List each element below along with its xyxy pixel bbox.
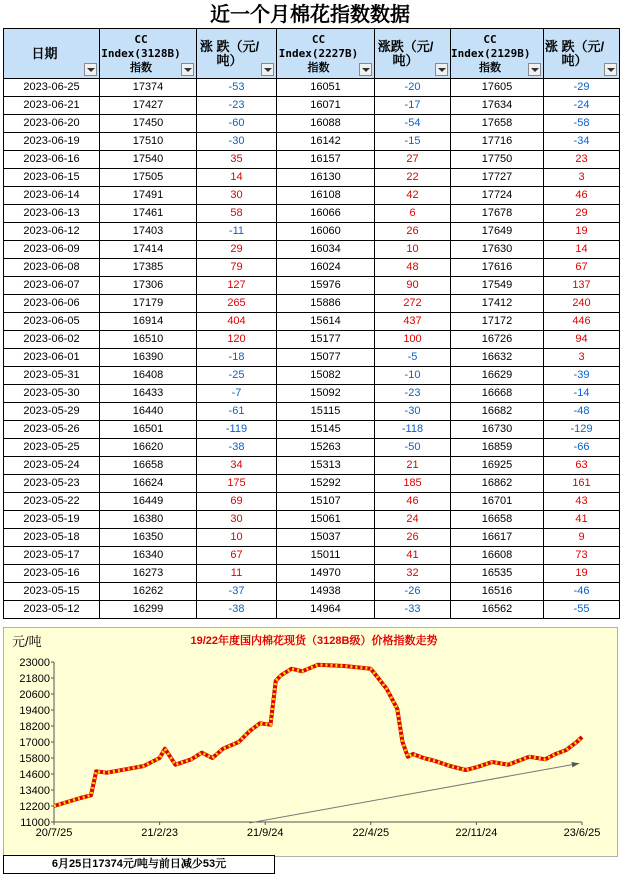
index-cell: 16024	[277, 259, 375, 277]
index-cell: 17724	[451, 187, 544, 205]
index-cell: 17450	[100, 115, 197, 133]
change-cell: 3	[544, 169, 620, 187]
table-row	[4, 331, 620, 349]
column-header-label: CC Index(2129B) 指数	[451, 32, 531, 74]
x-tick-label: 20/7/25	[35, 827, 73, 839]
change-cell: 41	[544, 511, 620, 529]
change-cell: 21	[375, 457, 451, 475]
index-cell: 17630	[451, 241, 544, 259]
table-row	[4, 277, 620, 295]
change-cell: -29	[544, 79, 620, 97]
index-cell: 15976	[277, 277, 375, 295]
date-cell: 2023-05-24	[4, 457, 100, 475]
change-cell: 446	[544, 313, 620, 331]
date-cell: 2023-06-09	[4, 241, 100, 259]
change-cell: 35	[197, 151, 277, 169]
change-cell: -38	[197, 601, 277, 619]
index-cell: 16730	[451, 421, 544, 439]
change-cell: -66	[544, 439, 620, 457]
index-cell: 17172	[451, 313, 544, 331]
index-cell: 15313	[277, 457, 375, 475]
index-cell: 16862	[451, 475, 544, 493]
column-header-change	[544, 29, 620, 79]
date-cell: 2023-05-19	[4, 511, 100, 529]
y-tick-label: 20600	[19, 689, 50, 701]
index-cell: 16510	[100, 331, 197, 349]
index-cell: 15292	[277, 475, 375, 493]
index-cell: 17605	[451, 79, 544, 97]
change-cell: 11	[197, 565, 277, 583]
index-cell: 17385	[100, 259, 197, 277]
index-cell: 16914	[100, 313, 197, 331]
date-cell: 2023-05-31	[4, 367, 100, 385]
table-row	[4, 151, 620, 169]
table-row	[4, 169, 620, 187]
index-cell: 15082	[277, 367, 375, 385]
index-cell: 16617	[451, 529, 544, 547]
change-cell: 67	[544, 259, 620, 277]
index-cell: 14970	[277, 565, 375, 583]
y-tick-label: 11000	[20, 817, 50, 829]
column-header-label: 日期	[31, 45, 58, 61]
filter-dropdown-icon[interactable]	[261, 63, 274, 76]
table-row	[4, 421, 620, 439]
table-row	[4, 403, 620, 421]
index-cell: 14938	[277, 583, 375, 601]
index-cell: 15145	[277, 421, 375, 439]
index-cell: 17658	[451, 115, 544, 133]
change-cell: 43	[544, 493, 620, 511]
index-cell: 15177	[277, 331, 375, 349]
chart-title: 19/22年度国内棉花现货（3128B级）价格指数走势	[190, 635, 438, 647]
index-cell: 15115	[277, 403, 375, 421]
column-header-label: CC Index(2227B) 指数	[278, 32, 359, 74]
index-cell: 17403	[100, 223, 197, 241]
index-cell: 16668	[451, 385, 544, 403]
change-cell: 27	[375, 151, 451, 169]
change-cell: 100	[375, 331, 451, 349]
index-cell: 17549	[451, 277, 544, 295]
date-cell: 2023-06-07	[4, 277, 100, 295]
change-cell: 22	[375, 169, 451, 187]
y-tick-label: 15800	[19, 753, 50, 765]
table-row	[4, 511, 620, 529]
index-cell: 16629	[451, 367, 544, 385]
table-row	[4, 241, 620, 259]
change-cell: -20	[375, 79, 451, 97]
change-cell: 10	[197, 529, 277, 547]
index-cell: 16340	[100, 547, 197, 565]
change-cell: -39	[544, 367, 620, 385]
filter-dropdown-icon[interactable]	[181, 63, 194, 76]
y-tick-label: 13400	[19, 785, 50, 797]
index-cell: 17727	[451, 169, 544, 187]
change-cell: 48	[375, 259, 451, 277]
y-tick-label: 12200	[19, 801, 50, 813]
index-cell: 16658	[100, 457, 197, 475]
change-cell: -129	[544, 421, 620, 439]
change-cell: -118	[375, 421, 451, 439]
index-cell: 16658	[451, 511, 544, 529]
summary-note: 6月25日17374元/吨与前日减少53元	[3, 855, 275, 874]
table-row	[4, 529, 620, 547]
change-cell: 9	[544, 529, 620, 547]
change-cell: -17	[375, 97, 451, 115]
change-cell: 46	[544, 187, 620, 205]
table-row	[4, 601, 620, 619]
filter-dropdown-icon[interactable]	[84, 63, 97, 76]
index-cell: 17306	[100, 277, 197, 295]
table-row	[4, 259, 620, 277]
table-row	[4, 565, 620, 583]
table-row	[4, 133, 620, 151]
index-cell: 16350	[100, 529, 197, 547]
x-tick-label: 21/9/24	[246, 827, 284, 839]
date-cell: 2023-05-30	[4, 385, 100, 403]
change-cell: 94	[544, 331, 620, 349]
index-cell: 17427	[100, 97, 197, 115]
change-cell: -26	[375, 583, 451, 601]
index-cell: 17374	[100, 79, 197, 97]
change-cell: -48	[544, 403, 620, 421]
change-cell: -5	[375, 349, 451, 367]
filter-dropdown-icon[interactable]	[604, 63, 617, 76]
filter-dropdown-icon[interactable]	[435, 63, 448, 76]
change-cell: -24	[544, 97, 620, 115]
date-cell: 2023-05-22	[4, 493, 100, 511]
date-cell: 2023-05-17	[4, 547, 100, 565]
table-row	[4, 439, 620, 457]
chart-ylabel: 元/吨	[12, 634, 42, 649]
x-tick-label: 22/11/24	[455, 827, 498, 839]
date-cell: 2023-05-23	[4, 475, 100, 493]
index-cell: 16608	[451, 547, 544, 565]
index-cell: 15061	[277, 511, 375, 529]
change-cell: 175	[197, 475, 277, 493]
date-cell: 2023-06-08	[4, 259, 100, 277]
y-tick-label: 14600	[19, 769, 50, 781]
column-header-index	[100, 29, 197, 79]
change-cell: 79	[197, 259, 277, 277]
change-cell: -33	[375, 601, 451, 619]
change-cell: 404	[197, 313, 277, 331]
change-cell: -30	[197, 133, 277, 151]
change-cell: 90	[375, 277, 451, 295]
change-cell: 32	[375, 565, 451, 583]
table-row	[4, 97, 620, 115]
table-row	[4, 205, 620, 223]
index-cell: 16262	[100, 583, 197, 601]
table-row	[4, 457, 620, 475]
index-cell: 16408	[100, 367, 197, 385]
index-cell: 15011	[277, 547, 375, 565]
filter-dropdown-icon[interactable]	[359, 63, 372, 76]
change-cell: -18	[197, 349, 277, 367]
index-cell: 17678	[451, 205, 544, 223]
date-cell: 2023-06-12	[4, 223, 100, 241]
column-header-change	[197, 29, 277, 79]
change-cell: -55	[544, 601, 620, 619]
change-cell: 19	[544, 565, 620, 583]
change-cell: 30	[197, 187, 277, 205]
date-cell: 2023-05-12	[4, 601, 100, 619]
index-cell: 14964	[277, 601, 375, 619]
change-cell: 29	[197, 241, 277, 259]
index-cell: 15614	[277, 313, 375, 331]
table-row	[4, 385, 620, 403]
y-tick-label: 23000	[19, 657, 50, 669]
index-cell: 17716	[451, 133, 544, 151]
y-tick-label: 18200	[19, 721, 50, 733]
change-cell: -37	[197, 583, 277, 601]
index-cell: 15077	[277, 349, 375, 367]
index-cell: 15107	[277, 493, 375, 511]
change-cell: -23	[375, 385, 451, 403]
index-cell: 16682	[451, 403, 544, 421]
index-cell: 16034	[277, 241, 375, 259]
date-cell: 2023-06-13	[4, 205, 100, 223]
date-cell: 2023-06-06	[4, 295, 100, 313]
index-cell: 16701	[451, 493, 544, 511]
index-cell: 16066	[277, 205, 375, 223]
index-cell: 16051	[277, 79, 375, 97]
index-cell: 17649	[451, 223, 544, 241]
change-cell: 24	[375, 511, 451, 529]
index-cell: 16108	[277, 187, 375, 205]
column-header-index	[277, 29, 375, 79]
change-cell: -15	[375, 133, 451, 151]
index-cell: 15037	[277, 529, 375, 547]
date-cell: 2023-06-19	[4, 133, 100, 151]
index-cell: 17505	[100, 169, 197, 187]
column-header-date	[4, 29, 100, 79]
index-cell: 16060	[277, 223, 375, 241]
change-cell: -7	[197, 385, 277, 403]
change-cell: -61	[197, 403, 277, 421]
y-tick-label: 19400	[19, 705, 50, 717]
table-row	[4, 313, 620, 331]
y-tick-label: 21800	[19, 673, 50, 685]
date-cell: 2023-05-26	[4, 421, 100, 439]
price-index-chart	[3, 627, 618, 857]
table-row	[4, 223, 620, 241]
date-cell: 2023-06-14	[4, 187, 100, 205]
change-cell: -54	[375, 115, 451, 133]
column-header-index	[451, 29, 544, 79]
change-cell: 3	[544, 349, 620, 367]
index-cell: 16516	[451, 583, 544, 601]
column-header-label: 涨 跌（元/ 吨）	[544, 38, 605, 68]
date-cell: 2023-06-15	[4, 169, 100, 187]
index-cell: 17414	[100, 241, 197, 259]
date-cell: 2023-05-25	[4, 439, 100, 457]
index-cell: 16620	[100, 439, 197, 457]
index-cell: 17491	[100, 187, 197, 205]
trend-arrow-line	[249, 763, 579, 823]
index-cell: 17179	[100, 295, 197, 313]
date-cell: 2023-05-18	[4, 529, 100, 547]
date-cell: 2023-05-29	[4, 403, 100, 421]
index-cell: 17540	[100, 151, 197, 169]
change-cell: 26	[375, 529, 451, 547]
change-cell: -10	[375, 367, 451, 385]
index-cell: 15263	[277, 439, 375, 457]
change-cell: 30	[197, 511, 277, 529]
index-cell: 16726	[451, 331, 544, 349]
index-cell: 16449	[100, 493, 197, 511]
index-cell: 17510	[100, 133, 197, 151]
date-cell: 2023-05-15	[4, 583, 100, 601]
table-header-row	[4, 29, 620, 79]
y-tick-label: 17000	[19, 737, 50, 749]
table-row	[4, 475, 620, 493]
index-cell: 16632	[451, 349, 544, 367]
index-cell: 16380	[100, 511, 197, 529]
change-cell: 10	[375, 241, 451, 259]
index-cell: 15092	[277, 385, 375, 403]
column-header-label: CC Index(3128B) 指数	[101, 32, 181, 74]
date-cell: 2023-06-16	[4, 151, 100, 169]
change-cell: -14	[544, 385, 620, 403]
table-row	[4, 295, 620, 313]
change-cell: 437	[375, 313, 451, 331]
index-cell: 15886	[277, 295, 375, 313]
index-cell: 16299	[100, 601, 197, 619]
change-cell: 67	[197, 547, 277, 565]
change-cell: 240	[544, 295, 620, 313]
change-cell: 58	[197, 205, 277, 223]
change-cell: 185	[375, 475, 451, 493]
change-cell: 34	[197, 457, 277, 475]
change-cell: -60	[197, 115, 277, 133]
change-cell: -30	[375, 403, 451, 421]
x-tick-label: 22/4/25	[352, 827, 390, 839]
change-cell: 26	[375, 223, 451, 241]
change-cell: 272	[375, 295, 451, 313]
change-cell: -119	[197, 421, 277, 439]
index-cell: 16624	[100, 475, 197, 493]
table-row	[4, 187, 620, 205]
change-cell: 73	[544, 547, 620, 565]
change-cell: 42	[375, 187, 451, 205]
index-cell: 16142	[277, 133, 375, 151]
table-row	[4, 493, 620, 511]
change-cell: 161	[544, 475, 620, 493]
index-cell: 16562	[451, 601, 544, 619]
change-cell: 69	[197, 493, 277, 511]
change-cell: 14	[197, 169, 277, 187]
date-cell: 2023-06-01	[4, 349, 100, 367]
index-cell: 17461	[100, 205, 197, 223]
index-cell: 17412	[451, 295, 544, 313]
x-tick-label: 23/6/25	[563, 827, 601, 839]
index-cell: 17750	[451, 151, 544, 169]
column-header-label: 涨跌（元/ 吨）	[377, 38, 434, 68]
change-cell: 29	[544, 205, 620, 223]
index-cell: 16925	[451, 457, 544, 475]
change-cell: -58	[544, 115, 620, 133]
table-row	[4, 349, 620, 367]
index-cell: 16390	[100, 349, 197, 367]
change-cell: -46	[544, 583, 620, 601]
index-cell: 16130	[277, 169, 375, 187]
date-cell: 2023-06-25	[4, 79, 100, 97]
date-cell: 2023-06-02	[4, 331, 100, 349]
cotton-index-table	[3, 28, 620, 619]
change-cell: 46	[375, 493, 451, 511]
date-cell: 2023-06-21	[4, 97, 100, 115]
change-cell: 63	[544, 457, 620, 475]
index-cell: 16433	[100, 385, 197, 403]
table-row	[4, 79, 620, 97]
index-cell: 16859	[451, 439, 544, 457]
table-row	[4, 547, 620, 565]
change-cell: 14	[544, 241, 620, 259]
date-cell: 2023-05-16	[4, 565, 100, 583]
date-cell: 2023-06-05	[4, 313, 100, 331]
index-cell: 16157	[277, 151, 375, 169]
series-line	[54, 665, 582, 806]
change-cell: 137	[544, 277, 620, 295]
page-title: 近一个月棉花指数数据	[210, 2, 410, 26]
index-cell: 16071	[277, 97, 375, 115]
change-cell: -38	[197, 439, 277, 457]
index-cell: 17634	[451, 97, 544, 115]
index-cell: 17616	[451, 259, 544, 277]
index-cell: 16440	[100, 403, 197, 421]
change-cell: -11	[197, 223, 277, 241]
change-cell: 6	[375, 205, 451, 223]
index-cell: 16273	[100, 565, 197, 583]
table-body	[4, 79, 620, 619]
filter-dropdown-icon[interactable]	[528, 63, 541, 76]
index-cell: 16535	[451, 565, 544, 583]
change-cell: -50	[375, 439, 451, 457]
table-row	[4, 583, 620, 601]
change-cell: -25	[197, 367, 277, 385]
change-cell: 127	[197, 277, 277, 295]
index-cell: 16501	[100, 421, 197, 439]
trend-arrow-head	[571, 762, 579, 767]
index-cell: 16088	[277, 115, 375, 133]
table-row	[4, 115, 620, 133]
series-line-dots	[54, 665, 582, 806]
x-tick-label: 21/2/23	[141, 827, 178, 839]
change-cell: -23	[197, 97, 277, 115]
change-cell: -34	[544, 133, 620, 151]
change-cell: 41	[375, 547, 451, 565]
change-cell: 23	[544, 151, 620, 169]
date-cell: 2023-06-20	[4, 115, 100, 133]
chart-plot	[4, 628, 617, 856]
column-header-label: 涨 跌（元/ 吨）	[199, 38, 260, 68]
change-cell: -53	[197, 79, 277, 97]
change-cell: 120	[197, 331, 277, 349]
table-row	[4, 367, 620, 385]
column-header-change	[375, 29, 451, 79]
change-cell: 19	[544, 223, 620, 241]
change-cell: 265	[197, 295, 277, 313]
